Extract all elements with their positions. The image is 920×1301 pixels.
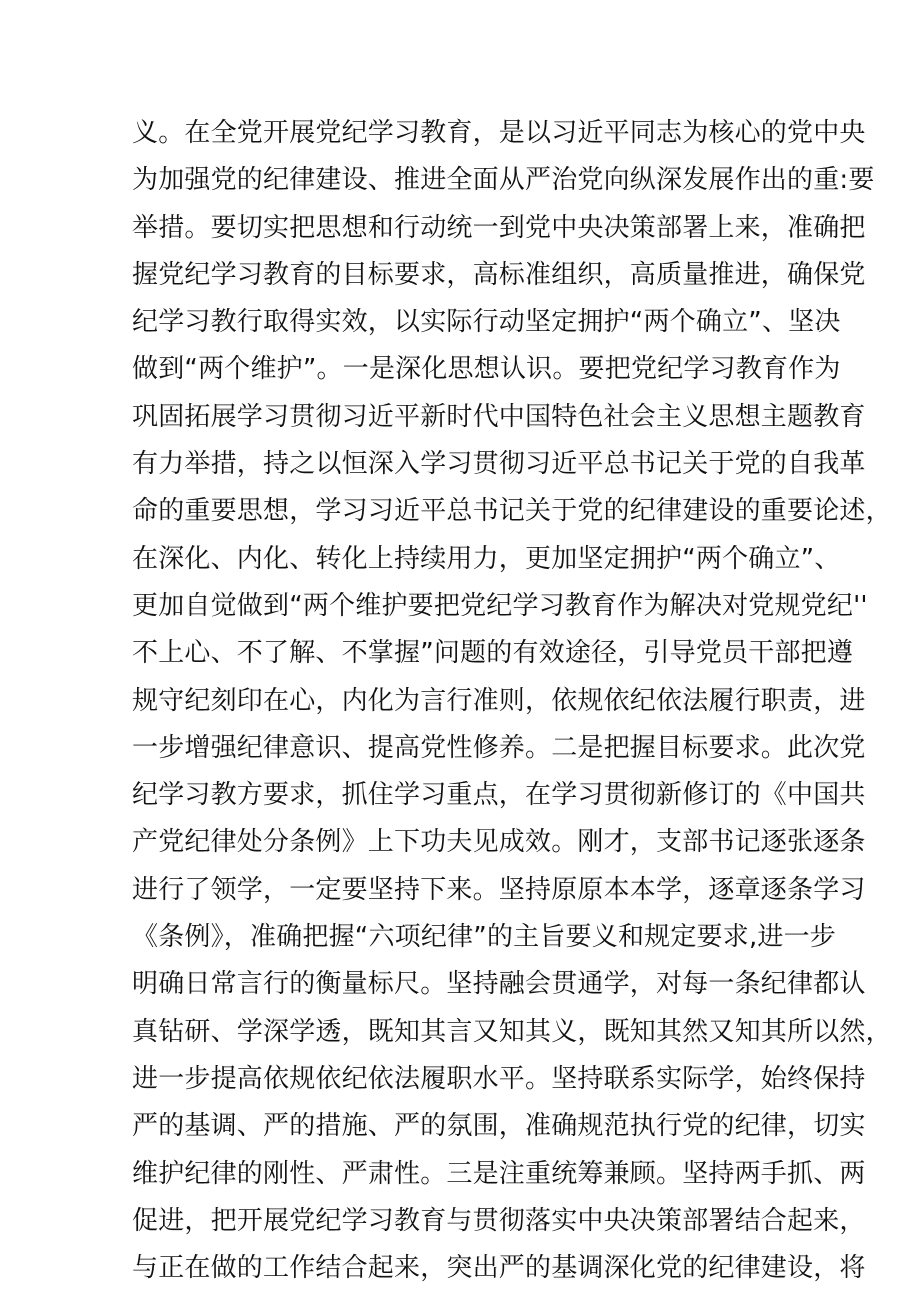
text-line: 进一步提高依规依纪依法履职水平。坚持联系实际学，始终保持 — [132, 1063, 866, 1094]
text-line: 促进，把开展党纪学习教育与贯彻落实中央决策部署结合起来， — [132, 1205, 866, 1236]
text-line: 真钻研、学深学透，既知其言又知其义，既知其然又知其所以然， — [132, 1016, 892, 1047]
text-line: 握党纪学习教育的目标要求，高标准组织，高质量推进，确保党 — [132, 259, 866, 290]
text-line: 进行了领学，一定要坚持下来。坚持原原本本学，逐章逐条学习 — [132, 874, 866, 905]
text-line: 在深化、内化、转化上持续用力，更加坚定拥护“两个确立”、 — [132, 543, 841, 574]
text-line: 产党纪律处分条例》上下功夫见成效。刚才，支部书记逐张逐条 — [132, 827, 866, 858]
text-line: 不上心、不了解、不掌握”问题的有效途径，引导党员干部把遵 — [132, 638, 854, 669]
text-line: 有力举措，持之以恒深入学习贯彻习近平总书记关于党的自我革 — [132, 449, 866, 480]
text-line: 与正在做的工作结合起来，突出严的基调深化党的纪律建设，将 — [132, 1253, 866, 1284]
text-line: 为加强党的纪律建设、推进全面从严治党向纵深发展作出的重:要 — [132, 165, 875, 196]
text-line: 一步增强纪律意识、提高党性修养。二是把握目标要求。此次党 — [132, 732, 866, 763]
text-line: 举措。要切实把思想和行动统一到党中央决策部署上来，准确把 — [132, 212, 866, 243]
text-line: 严的基调、严的措施、严的氛围，准确规范执行党的纪律，切实 — [132, 1111, 866, 1142]
text-line: 《条例》，准确把握“六项纪律”的主旨要义和规定要求,进一步 — [132, 922, 837, 953]
text-line: 做到“两个维护”。一是深化思想认识。要把党纪学习教育作为 — [132, 354, 841, 385]
text-line: 规守纪刻印在心，内化为言行准则，依规依纪依法履行职责，进 — [132, 685, 866, 716]
text-line: 更加自觉做到“两个维护要把党纪学习教育作为解决对党规党纪'' — [132, 590, 868, 621]
text-line: 命的重要思想，学习习近平总书记关于党的纪律建设的重要论述， — [132, 496, 892, 527]
text-line: 巩固拓展学习贯彻习近平新时代中国特色社会主义思想主题教育 — [132, 401, 866, 432]
text-line: 义。在全党开展党纪学习教育，是以习近平同志为核心的党中央 — [132, 118, 866, 148]
text-line: 明确日常言行的衡量标尺。坚持融会贯通学，对每一条纪律都认 — [132, 969, 866, 1000]
text-line: 纪学习教行取得实效，以实际行动坚定拥护“两个确立”、坚决 — [132, 307, 841, 338]
text-line: 维护纪律的刚性、严肃性。三是注重统筹兼顾。坚持两手抓、两 — [132, 1158, 866, 1189]
text-line: 纪学习教方要求，抓住学习重点，在学习贯彻新修订的《中国共 — [132, 780, 866, 811]
body-text — [132, 110, 892, 1292]
